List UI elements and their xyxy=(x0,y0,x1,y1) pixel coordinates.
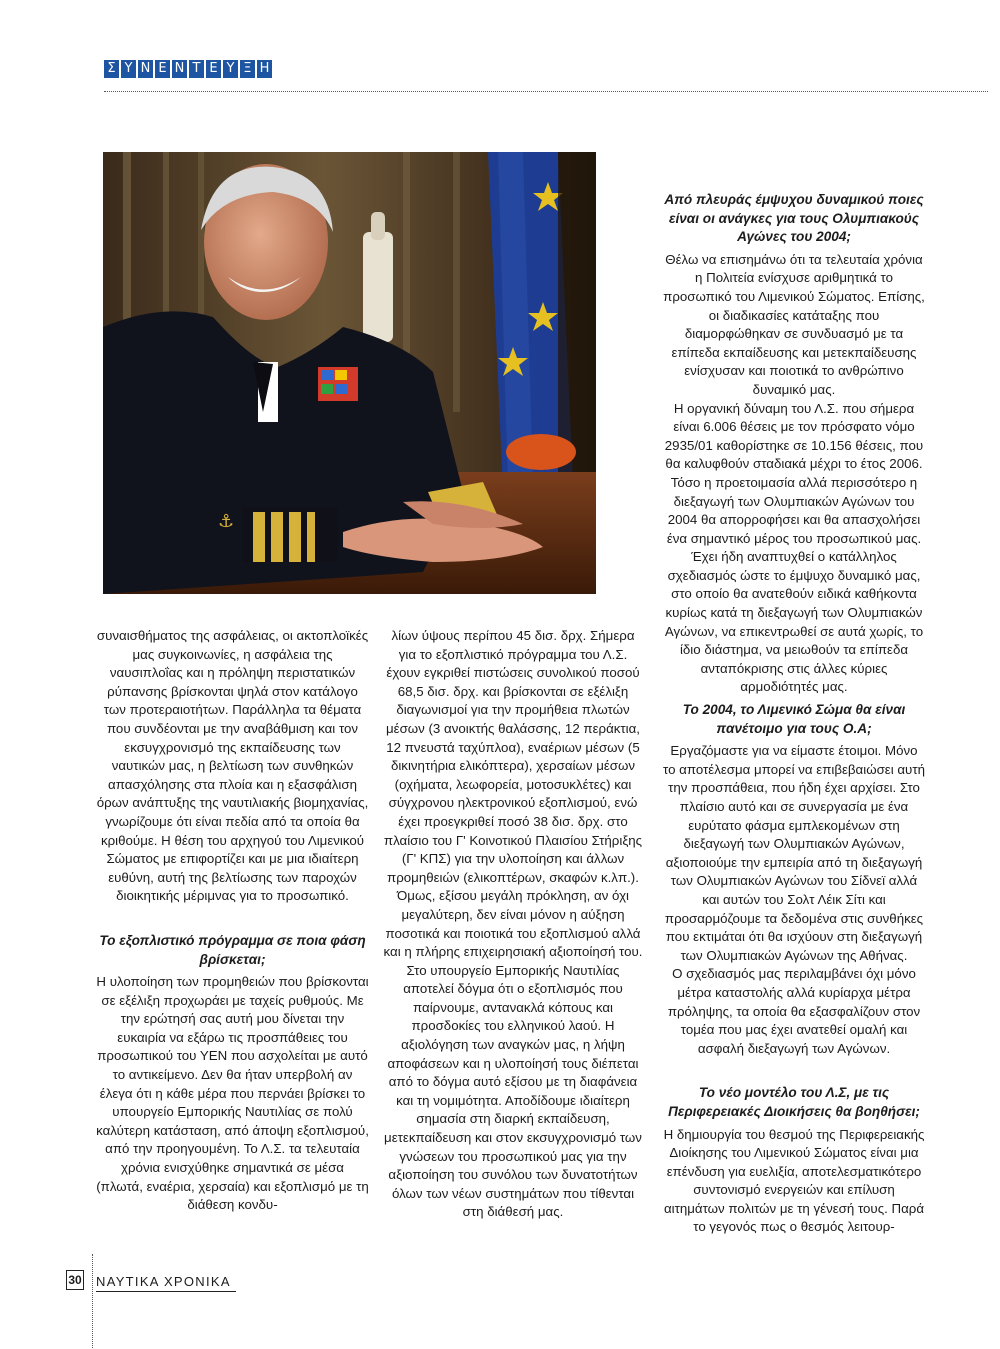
column-1 xyxy=(96,627,369,1215)
header-letter: Ν xyxy=(138,60,153,78)
header-letter: Σ xyxy=(104,60,119,78)
magazine-title: ΝΑΥΤΙΚΑ ΧΡΟΝΙΚΑ xyxy=(96,1274,231,1289)
svg-text:⚓: ⚓ xyxy=(218,511,235,532)
column-3 xyxy=(663,191,925,1237)
body-paragraph: Θέλω να επισημάνω ότι τα τελευταία χρόνια η Πολιτεία ενίσχυσε αριθμητικά το προσωπικό του Λιμενικού Σώματος. Επίσης, οι διαδικασίες κατάταξης που διαμορφώθηκαν σε συνδυασμό με τα επίπεδα εκπαίδευσης και μετεκπαίδευσης ενίσχυσαν και ποιοτικά το ανθρώπινο δυναμικό μας. xyxy=(663,251,925,397)
header-letter: Η xyxy=(257,60,272,78)
body-paragraph: Η δημιουργία του θεσμού της Περιφερειακής Διοίκησης του Λιμενικού Σώματος είναι μια επένδυση για ευελιξία, αποτελεσματικότερο συντονισμό ενεργειών και επίλυση αιτημάτων πολιτών με τη γένεσή τους. Παρά το γεγονός πως ο θεσμός λειτουρ- xyxy=(663,1126,925,1235)
body-paragraph: Η οργανική δύναμη του Λ.Σ. που σήμερα είναι 6.006 θέσεις με τον πρόσφατο νόμο 2935/01 καθορίστηκε σε 10.156 θέσεις, που θα καλυφθούν σταδιακά μέχρι το έτος 2006. Τόσο η προετοιμασία αλλά περισσότερο η διεξαγωγή των Ολυμπιακών Αγώνων του 2004 θα απορροφήσει και θα απασχολήσει ένα σημαντικό μέρος του προσωπικού μας. Έχει ήδη αναπτυχθεί ο κατάλληλος σχεδιασμός ώστε το έμψυχο δυναμικό μας, στο οποίο θα ανατεθούν ειδικά καθήκοντα κυρίως κατά τη διεξαγωγή των Ολυμπιακών Αγώνων, να επικεντρωθεί σε αυτά χωρίς, το ίδιο διάστημα, να μειωθούν τα επίπεδα ανταπόκρισης στις άλλες κύριες αρμοδιότητές μας. xyxy=(664,400,924,695)
header-letter: Ν xyxy=(172,60,187,78)
footer-rule xyxy=(96,1291,236,1292)
header-letter: Υ xyxy=(121,60,136,78)
portrait-photo xyxy=(103,152,596,594)
interview-question: Το εξοπλιστικό πρόγραμμα σε ποια φάση βρίσκεται; xyxy=(99,932,366,967)
header-letter: Ε xyxy=(206,60,221,78)
header-letter: Ε xyxy=(155,60,170,78)
column-2 xyxy=(381,627,645,1222)
body-paragraph: Ο σχεδιασμός μας περιλαμβάνει όχι μόνο μέτρα καταστολής αλλά κυρίαρχα μέτρα πρόληψης, τα οποία θα εξασφαλίζουν στον τομέα που μας έχει ανατεθεί ομαλή και ασφαλή διεξαγωγή των Αγώνων. xyxy=(667,966,921,1056)
body-paragraph: Η υλοποίηση των προμηθειών που βρίσκονται σε εξέλιξη προχωράει με ταχείς ρυθμούς. Με την ερώτησή σας αυτή μου δίνεται την ευκαιρία να εξάρω τις προσπάθειες του προσωπικού του ΥΕΝ που ασχολείται με αυτό το αντικείμενο. Δεν θα ήταν υπερβολή αν έλεγα ότι η κάθε μέρα που περνάει βρίσκει το υπουργείο Εμπορικής Ναυτιλίας σε πολύ καλύτερη κατάσταση, από άποψη εξοπλισμού, από την προηγουμένη. Το Λ.Σ. τα τελευταία χρόνια ενισχύθηκε σημαντικά σε μέσα (πλωτά, εναέρια, χερσαία) και εξοπλισμό με τη διάθεση κονδυ- xyxy=(96,974,369,1213)
section-header xyxy=(104,60,272,78)
body-paragraph: λίων ύψους περίπου 45 δισ. δρχ. Σήμερα για το εξοπλιστικό πρόγραμμα του Λ.Σ. έχουν εγκριθεί πιστώσεις συνολικού ποσού 68,5 δισ. δρχ. και βρίσκονται σε εξέλιξη διαγωνισμοί για την προμήθεια πλωτών μέσων (3 ανοικτής θαλάσσης, 12 περάκτια, 12 πνευστά ταχύπλοα), εναέριων μέσων (5 δικινητήρια ελικόπτερα), χερσαίων μέσων (οχήματα, λεωφορεία, μοτοσυκλέτες) και σύγχρονου ηλεκτρονικού εξοπλισμού, ενώ έχει προεγκριθεί ποσό 38 δισ. δρχ. στο πλαίσιο του Γ' Κοινοτικού Πλαισίου Στήριξης (Γ' ΚΠΣ) για την υλοποίηση και άλλων προμηθειών (ελικοπτέρων, σκαφών κ.λπ.). xyxy=(383,628,643,885)
body-paragraph: Εργαζόμαστε για να είμαστε έτοιμοι. Μόνο το αποτέλεσμα μπορεί να επιβεβαιώσει αυτή την προσπάθεια, που ήδη έχει αρχίσει. Στο πλαίσιο αυτό και σε συνεργασία με ένα ευρύτατο φάσμα εμπλεκομένων στη διεξαγωγή των Ολυμπιακών Αγώνων, αξιοποιούμε την εμπειρία από τη διεξαγωγή των Ολυμπιακών Αγώνων του Σίδνεϊ αλλά και αυτών του Σολτ Λέικ Σίτι και προσαρμόζουμε τα δεδομένα στις συνθήκες που εκτιμάται ότι θα ισχύουν στη διεξαγωγή των Ολυμπιακών Αγώνων της Αθήνας. xyxy=(663,743,925,963)
interview-question: Από πλευράς έμψυχου δυναμικού ποιες είναι οι ανάγκες για τους Ολυμπιακούς Αγώνες του 2004; xyxy=(664,192,924,245)
header-letter: Ξ xyxy=(240,60,255,78)
header-divider xyxy=(104,91,988,92)
footer-divider xyxy=(92,1254,93,1348)
page-number: 30 xyxy=(66,1270,84,1290)
interview-question: Το νέο μοντέλο του Λ.Σ, με τις Περιφερειακές Διοικήσεις θα βοηθήσει; xyxy=(668,1085,920,1119)
interview-question: Το 2004, το Λιμενικό Σώμα θα είναι πανέτοιμο για τους Ο.Α; xyxy=(682,702,906,736)
body-paragraph: συναισθήματος της ασφάλειας, οι ακτοπλοϊκές μας συγκοινωνίες, η ασφάλεια της ναυσιπλοΐας και η πρόληψη περιστατικών ρύπανσης βρίσκονται ψηλά στον κατάλογο των προτεραιοτήτων. Παράλληλα τα θέματα που συνδέονται με την αναβάθμιση και τον εκσυγχρονισμό της εκπαίδευσης των ναυτικών μας, η βελτίωση των συνθηκών απασχόλησης στα πλοία και η εξασφάλιση όρων ανάπτυξης της ναυτιλιακής βιομηχανίας, γνωρίζουμε ότι είναι πεδία από τα οποία θα κριθούμε. Η θέση του αρχηγού του Λιμενικού Σώματος με επιφορτίζει και με μια ιδιαίτερη ευθύνη, αυτή της βελτίωσης των παροχών διοικητικής μέριμνας για το προσωπικό. xyxy=(96,628,369,904)
header-letter: Τ xyxy=(189,60,204,78)
header-letter: Υ xyxy=(223,60,238,78)
body-paragraph: Όμως, εξίσου μεγάλη πρόκληση, αν όχι μεγαλύτερη, δεν είναι μόνον η αύξηση ποσοτικά και ποιοτικά του εξοπλισμού αλλά και η πλήρης επιχειρησιακή αξιοποίησή του. Στο υπουργείο Εμπορικής Ναυτιλίας αποτελεί δόγμα ότι ο εξοπλισμός που παίρνουμε, αντανακλά κόπους και προσδοκίες του ελληνικού λαού. Η αξιολόγηση των αναγκών μας, η λήψη αποφάσεων και η υλοποίησή τους διέπεται από το δόγμα αυτό εξίσου με τη διαφάνεια και τη νομιμότητα. Αποδίδουμε ιδιαίτερη σημασία στη διαρκή εκπαίδευση, μετεκπαίδευση και στον εκσυγχρονισμό των γνώσεων του προσωπικού μας για την αξιοποίηση του συνόλου των δυνατοτήτων όλων των νέων συστημάτων που τίθενται στη διάθεσή μας. xyxy=(383,888,643,1220)
